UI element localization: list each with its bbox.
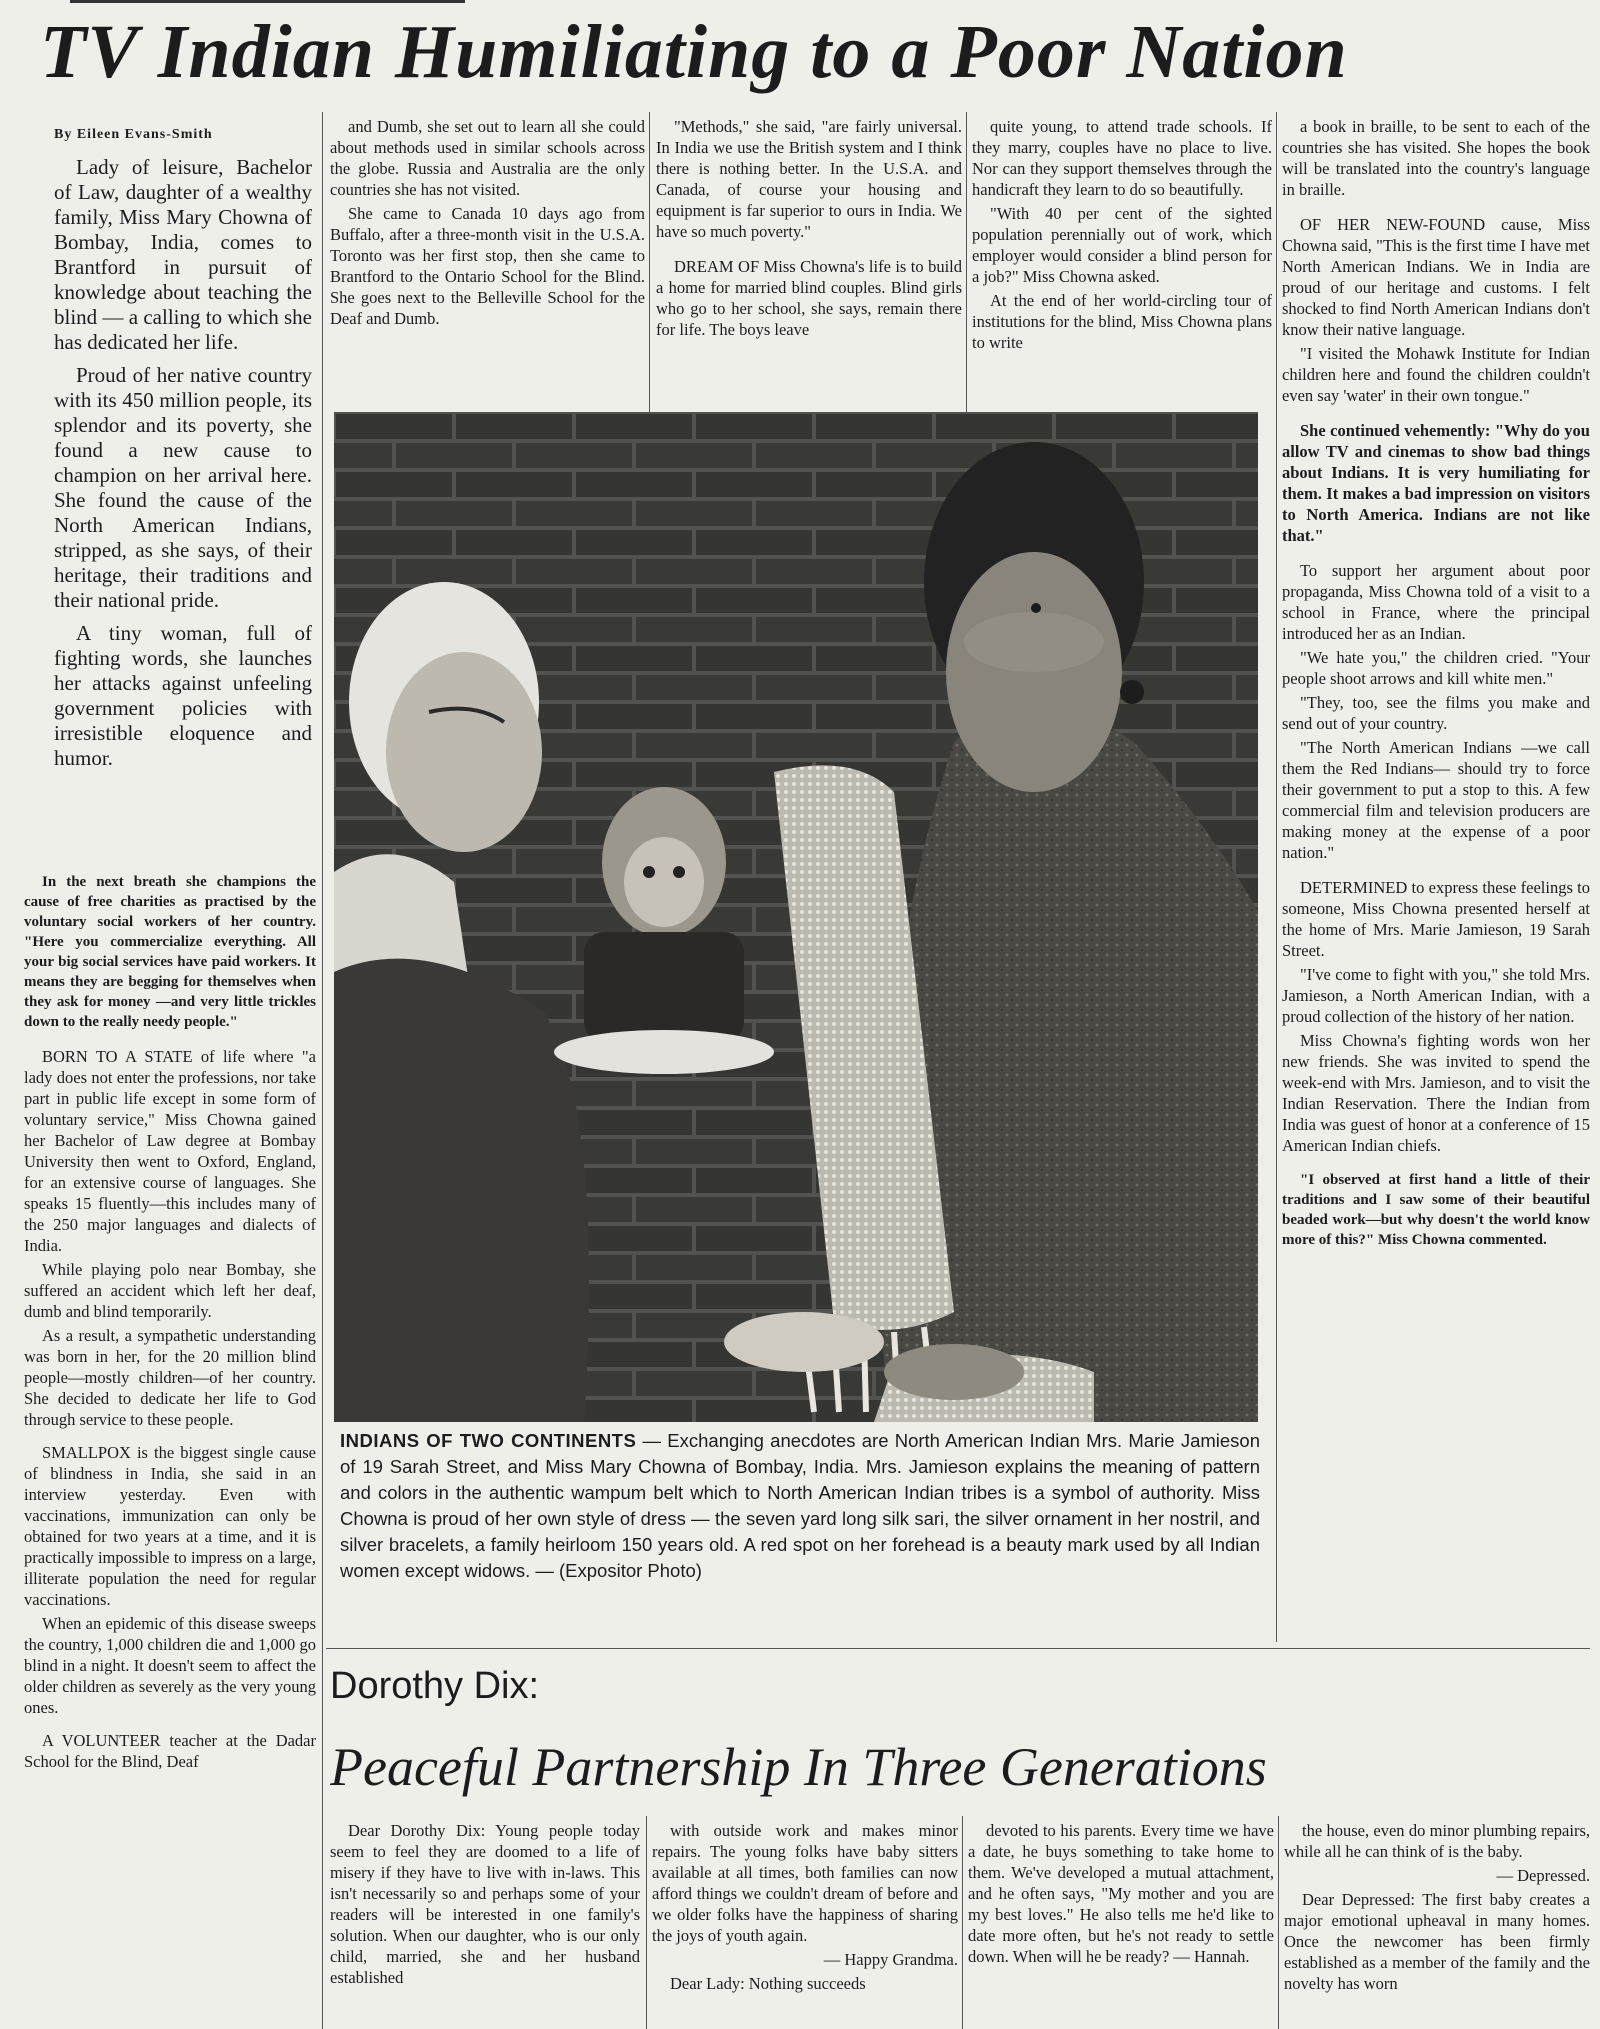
column-5	[1282, 116, 1590, 1646]
dix-kicker: Dorothy Dix:	[330, 1665, 540, 1707]
photo-caption	[340, 1428, 1260, 1634]
column-rule	[649, 112, 650, 412]
caption-text: — Exchanging anecdotes are North American Indian Mrs. Marie Jamieson of 19 Sarah Street, and Miss Mary Chowna of Bombay, India. Mrs. Jamieson explains the meaning of pattern and colors in the authentic wampum belt which to North American Indian tribes is a symbol of authority. Miss Chowna is proud of her own style of dress — the seven yard long silk sari, the silver ornament in her nostril, and silver bracelets, a family heirloom 150 years old. A red spot on her forehead is a beauty mark used by all Indian women except widows. — (Expositor Photo)	[340, 1430, 1260, 1581]
paragraph: quite young, to attend trade schools. If they marry, couples have no place to live. Nor can they support themselves through the handicraft they learn to do so beautifully.	[972, 117, 1272, 199]
paragraph: She came to Canada 10 days ago from Buffalo, after a three-month visit in the U.S.A. Toronto was her first stop, then she came to Brantford to the Ontario School for the Blind. She goes next to the Belleville School for the Deaf and Dumb.	[330, 204, 645, 328]
paragraph: At the end of her world-circling tour of institutions for the blind, Miss Chowna plans to write	[972, 291, 1272, 352]
paragraph: "I visited the Mohawk Institute for Indian children here and found the children couldn't even say 'water' in their own tongue."	[1282, 344, 1590, 405]
dix-headline: Peaceful Partnership In Three Generations	[330, 1737, 1267, 1797]
paragraph: "The North American Indians —we call them the Red Indians— should try to force their government to put a stop to this. A few commercial film and television producers are making money at the expense of a poor nation."	[1282, 738, 1590, 862]
paragraph: A VOLUNTEER teacher at the Dadar School for the Blind, Deaf	[24, 1731, 316, 1771]
paragraph: Dear Depressed: The first baby creates a major emotional upheaval in many homes. Once the newcomer has been firmly established as a member of the family and the novelty has worn	[1284, 1890, 1590, 1993]
paragraph: Dear Dorothy Dix: Young people today seem to feel they are doomed to a life of misery if they have to live with in-laws. This isn't necessarily so and perhaps some of your readers will be interested in one family's solution. When our daughter, who is our only child, married, she and her husband established	[330, 1821, 640, 1987]
column-rule	[966, 112, 967, 412]
column-3	[656, 116, 962, 414]
paragraph: "I've come to fight with you," she told Mrs. Jamieson, a North American Indian, with a proud collection of the history of her nation.	[1282, 965, 1590, 1026]
byline: By Eileen Evans-Smith	[54, 127, 213, 142]
bold-paragraph: "I observed at first hand a little of their traditions and I saw some of their beautiful beaded work—but why doesn't the world know more of this?" Miss Chowna commented.	[1282, 1172, 1590, 1248]
column-rule	[1276, 112, 1277, 1642]
paragraph: "With 40 per cent of the sighted population perennially out of work, which employer would consider a blind person for a job?" Miss Chowna asked.	[972, 204, 1272, 286]
paragraph: a book in braille, to be sent to each of the countries she has visited. She hopes the book will be translated into the country's language in braille.	[1282, 117, 1590, 199]
paragraph: When an epidemic of this disease sweeps the country, 1,000 children die and 1,000 go blind in a night. It doesn't seem to affect the older children as severely as the very young ones.	[24, 1614, 316, 1717]
paragraph: Dear Lady: Nothing succeeds	[670, 1974, 866, 1993]
bold-paragraph: In the next breath she champions the cause of free charities as practised by the voluntary social workers of her country. "Here you commercialize everything. All your big social services have paid workers. It means they are begging for themselves when they ask for money —and very little trickles down to the really needy people."	[24, 874, 316, 1030]
paragraph: OF HER NEW-FOUND cause, Miss Chowna said, "This is the first time I have met North American Indians. We in India are proud of our heritage and customs. I felt shocked to find North American Indians don't know their native language.	[1282, 215, 1590, 339]
column-4	[972, 116, 1272, 414]
column-rule	[322, 112, 323, 2029]
section-rule	[326, 1648, 1590, 1649]
paragraph: "We hate you," the children cried. "Your people shoot arrows and kill white men."	[1282, 648, 1590, 688]
dix-column-2	[652, 1820, 958, 2029]
headline: TV Indian Humiliating to a Poor Nation	[40, 10, 1348, 94]
signature: — Happy Grandma.	[823, 1950, 958, 1969]
top-rule	[70, 0, 465, 3]
bold-paragraph: She continued vehemently: "Why do you allow TV and cinemas to show bad things about Indians. It is very humiliating for them. It makes a bad impression on visitors to North America. Indians are not like that."	[1282, 421, 1590, 545]
paragraph: Proud of her native country with its 450 million people, its splendor and its poverty, she found a new cause to champion on her arrival here. She found the cause of the North American Indians, stripped, as she says, of their heritage, their traditions and their national pride.	[54, 363, 312, 612]
paragraph: "They, too, see the films you make and send out of your country.	[1282, 693, 1590, 733]
column-2	[330, 116, 645, 414]
column-rule	[962, 1816, 963, 2029]
dix-column-4	[1284, 1820, 1590, 2029]
paragraph: and Dumb, she set out to learn all she could about methods used in similar schools across the globe. Russia and Australia are the only countries she has not visited.	[330, 117, 645, 199]
paragraph: As a result, a sympathetic understanding was born in her, for the 20 million blind people—mostly children—of her country. She decided to dedicate her life to God through service to these people.	[24, 1326, 316, 1429]
column-1	[54, 112, 312, 872]
paragraph: with outside work and makes minor repairs. The young folks have baby sitters available at all times, both families can now afford things we couldn't dream of before and we older folks have the happiness of sharing the joys of youth again.	[652, 1821, 958, 1945]
paragraph: Miss Chowna's fighting words won her new friends. She was invited to spend the week-end with Mrs. Jamieson, and to visit the Indian Reservation. There the Indian from India was guest of honor at a conference of 15 American Indian chiefs.	[1282, 1031, 1590, 1155]
column-rule	[646, 1816, 647, 2029]
paragraph: Lady of leisure, Bachelor of Law, daughter of a wealthy family, Miss Mary Chowna of Bombay, India, comes to Brantford in pursuit of knowledge about teaching the blind — a calling to which she has dedicated her life.	[54, 155, 312, 354]
news-photo	[334, 412, 1258, 1422]
column-rule	[1278, 1816, 1279, 2029]
paragraph: devoted to his parents. Every time we have a date, he buys something to take home to them. We've developed a mutual attachment, and he often says, "My mother and you are my best loves." He also tells me he'd like to date more often, but he's not ready to settle down. When will he be ready? — Hannah.	[968, 1821, 1274, 1966]
paragraph: the house, even do minor plumbing repairs, while all he can think of is the baby.	[1284, 1821, 1590, 1861]
caption-title: INDIANS OF TWO CONTINENTS	[340, 1430, 637, 1451]
paragraph: DETERMINED to express these feelings to someone, Miss Chowna presented herself at the home of Mrs. Marie Jamieson, 19 Sarah Street.	[1282, 878, 1590, 960]
paragraph: A tiny woman, full of fighting words, she launches her attacks against unfeeling government policies with irresistible eloquence and humor.	[54, 621, 312, 770]
paragraph: BORN TO A STATE of life where "a lady does not enter the professions, nor take part in public life except in some form of voluntary service," Miss Chowna gained her Bachelor of Law degree at Bombay University then went to Oxford, England, for an extensive course of languages. She speaks 15 fluently—this includes many of the 250 major languages and dialects of India.	[24, 1047, 316, 1255]
dix-column-1	[330, 1820, 640, 2029]
dix-column-3	[968, 1820, 1274, 2029]
signature: — Depressed.	[1496, 1866, 1590, 1885]
paragraph: "Methods," she said, "are fairly universal. In India we use the British system and I think there is nothing better. In the U.S.A. and Canada, of course your housing and equipment is far superior to ours in India. We have so much poverty."	[656, 117, 962, 241]
paragraph: DREAM OF Miss Chowna's life is to build a home for married blind couples. Blind girls who go to her school, she says, remain there for life. The boys leave	[656, 257, 962, 339]
photo-illustration	[334, 412, 1258, 1422]
paragraph: While playing polo near Bombay, she suffered an accident which left her deaf, dumb and blind temporarily.	[24, 1260, 316, 1321]
column-1-continued	[24, 872, 316, 2029]
paragraph: SMALLPOX is the biggest single cause of blindness in India, she said in an interview yesterday. Even with vaccinations, immunization can only be obtained for two years at a time, and it is practically impossible to impress on a large, illiterate population the need for regular vaccinations.	[24, 1443, 316, 1609]
paragraph: To support her argument about poor propaganda, Miss Chowna told of a visit to a school in France, where the principal introduced her as an Indian.	[1282, 561, 1590, 643]
